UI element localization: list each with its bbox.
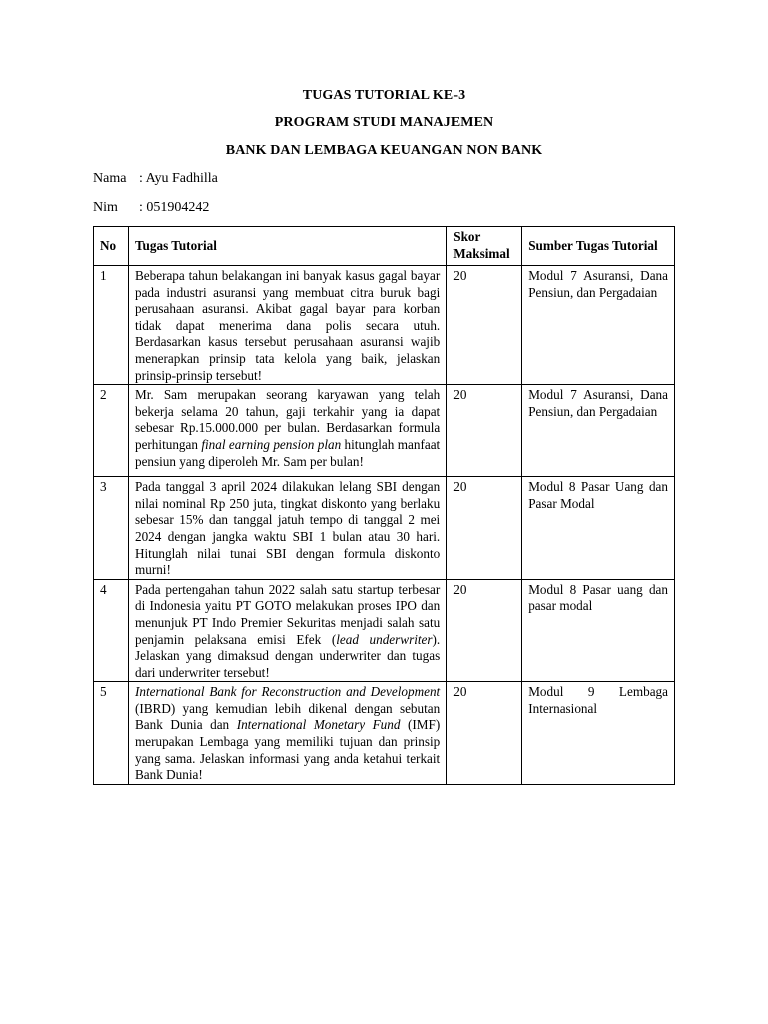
row-number: 3 bbox=[94, 477, 129, 580]
header-no: No bbox=[94, 227, 129, 266]
student-name-line bbox=[93, 171, 218, 187]
task-source: Modul 7 Asuransi, Dana Pensiun, dan Pergadaian bbox=[522, 385, 675, 477]
nim-label: Nim bbox=[93, 200, 118, 215]
task-text-part: (IBRD) yang kemudian lebih dikenal dengan sebutan Bank Dunia dan bbox=[134, 700, 441, 733]
task-source: Modul 8 Pasar uang dan pasar modal bbox=[522, 579, 675, 682]
task-text bbox=[128, 385, 446, 477]
task-text-part: (IMF) merupakan Lembaga yang memiliki tujuan dan prinsip yang sama. Jelaskan informasi yang anda ketahui terkait Bank Dunia! bbox=[134, 717, 441, 783]
table-row bbox=[94, 579, 675, 682]
table-row bbox=[94, 385, 675, 477]
task-source: Modul 7 Asuransi, Dana Pensiun, dan Pergadaian bbox=[522, 266, 675, 385]
row-number: 4 bbox=[94, 579, 129, 682]
header-source: Sumber Tugas Tutorial bbox=[522, 227, 675, 266]
table-row bbox=[94, 682, 675, 785]
task-text-italic: International Monetary Fund bbox=[236, 717, 401, 733]
task-text-part: Mr. Sam merupakan seorang karyawan yang telah bekerja selama 20 tahun, gaji terkahir yang ia dapat sebesar Rp.15.000.000 per bulan. Berdasarkan formula perhitungan bbox=[134, 387, 441, 452]
task-text: Beberapa tahun belakangan ini banyak kasus gagal bayar pada industri asuransi yang membuat citra buruk bagi perusahaan asuransi. Akibat gagal bayar para korban tidak dapat menerima dana polis secara utuh. Berdasarkan kasus tersebut perusahaan asuransi wajib menerapkan prinsip tata kelola yang baik, jelaskan prinsip-prinsip tersebut! bbox=[128, 266, 446, 385]
task-text-part: ). Jelaskan yang dimaksud dengan underwriter dan tugas dari underwriter tersebut! bbox=[134, 631, 441, 680]
task-text: Pada tanggal 3 april 2024 dilakukan lelang SBI dengan nilai nominal Rp 250 juta, tingkat diskonto yang berlaku sebesar 15% dan tanggal jatuh tempo di tanggal 2 mei 2024 dengan jangka waktu SBI 1 bulan atau 30 hari. Hitunglah nilai tunai SBI dengan formula diskonto murni! bbox=[128, 477, 446, 580]
header-score: Skor Maksimal bbox=[447, 227, 522, 266]
max-score: 20 bbox=[447, 579, 522, 682]
header-task: Tugas Tutorial bbox=[128, 227, 446, 266]
task-text bbox=[128, 579, 446, 682]
table-header-row bbox=[94, 227, 675, 266]
task-text-italic: International Bank for Reconstruction and Development bbox=[134, 684, 441, 700]
nim-value: : 051904242 bbox=[139, 200, 210, 215]
row-number: 2 bbox=[94, 385, 129, 477]
max-score: 20 bbox=[447, 477, 522, 580]
tutorial-task-table bbox=[93, 226, 675, 785]
row-number: 1 bbox=[94, 266, 129, 385]
table-row bbox=[94, 266, 675, 385]
task-text bbox=[128, 682, 446, 785]
row-number: 5 bbox=[94, 682, 129, 785]
document-title: TUGAS TUTORIAL KE-3 bbox=[302, 88, 466, 103]
student-nim-line bbox=[93, 200, 209, 216]
course-heading: BANK DAN LEMBAGA KEUANGAN NON BANK bbox=[225, 143, 543, 158]
name-label: Nama bbox=[93, 171, 127, 186]
study-program-heading: PROGRAM STUDI MANAJEMEN bbox=[274, 115, 494, 130]
task-text-part: hitunglah manfaat pensiun yang diperoleh Mr. Sam per bulan! bbox=[134, 436, 441, 469]
task-text-italic: final earning pension plan bbox=[201, 436, 342, 452]
max-score: 20 bbox=[447, 682, 522, 785]
table-row bbox=[94, 477, 675, 580]
max-score: 20 bbox=[447, 385, 522, 477]
task-source: Modul 9 Lembaga Internasional bbox=[522, 682, 675, 785]
name-value: : Ayu Fadhilla bbox=[139, 171, 218, 186]
task-text-italic: lead underwriter bbox=[336, 631, 433, 647]
task-source: Modul 8 Pasar Uang dan Pasar Modal bbox=[522, 477, 675, 580]
max-score: 20 bbox=[447, 266, 522, 385]
task-text-part: Pada pertengahan tahun 2022 salah satu startup terbesar di Indonesia yaitu PT GOTO melakukan proses IPO dan menunjuk PT Indo Premier Sekuritas menjadi salah satu penjamin pelaksana emisi Efek ( bbox=[134, 581, 441, 647]
